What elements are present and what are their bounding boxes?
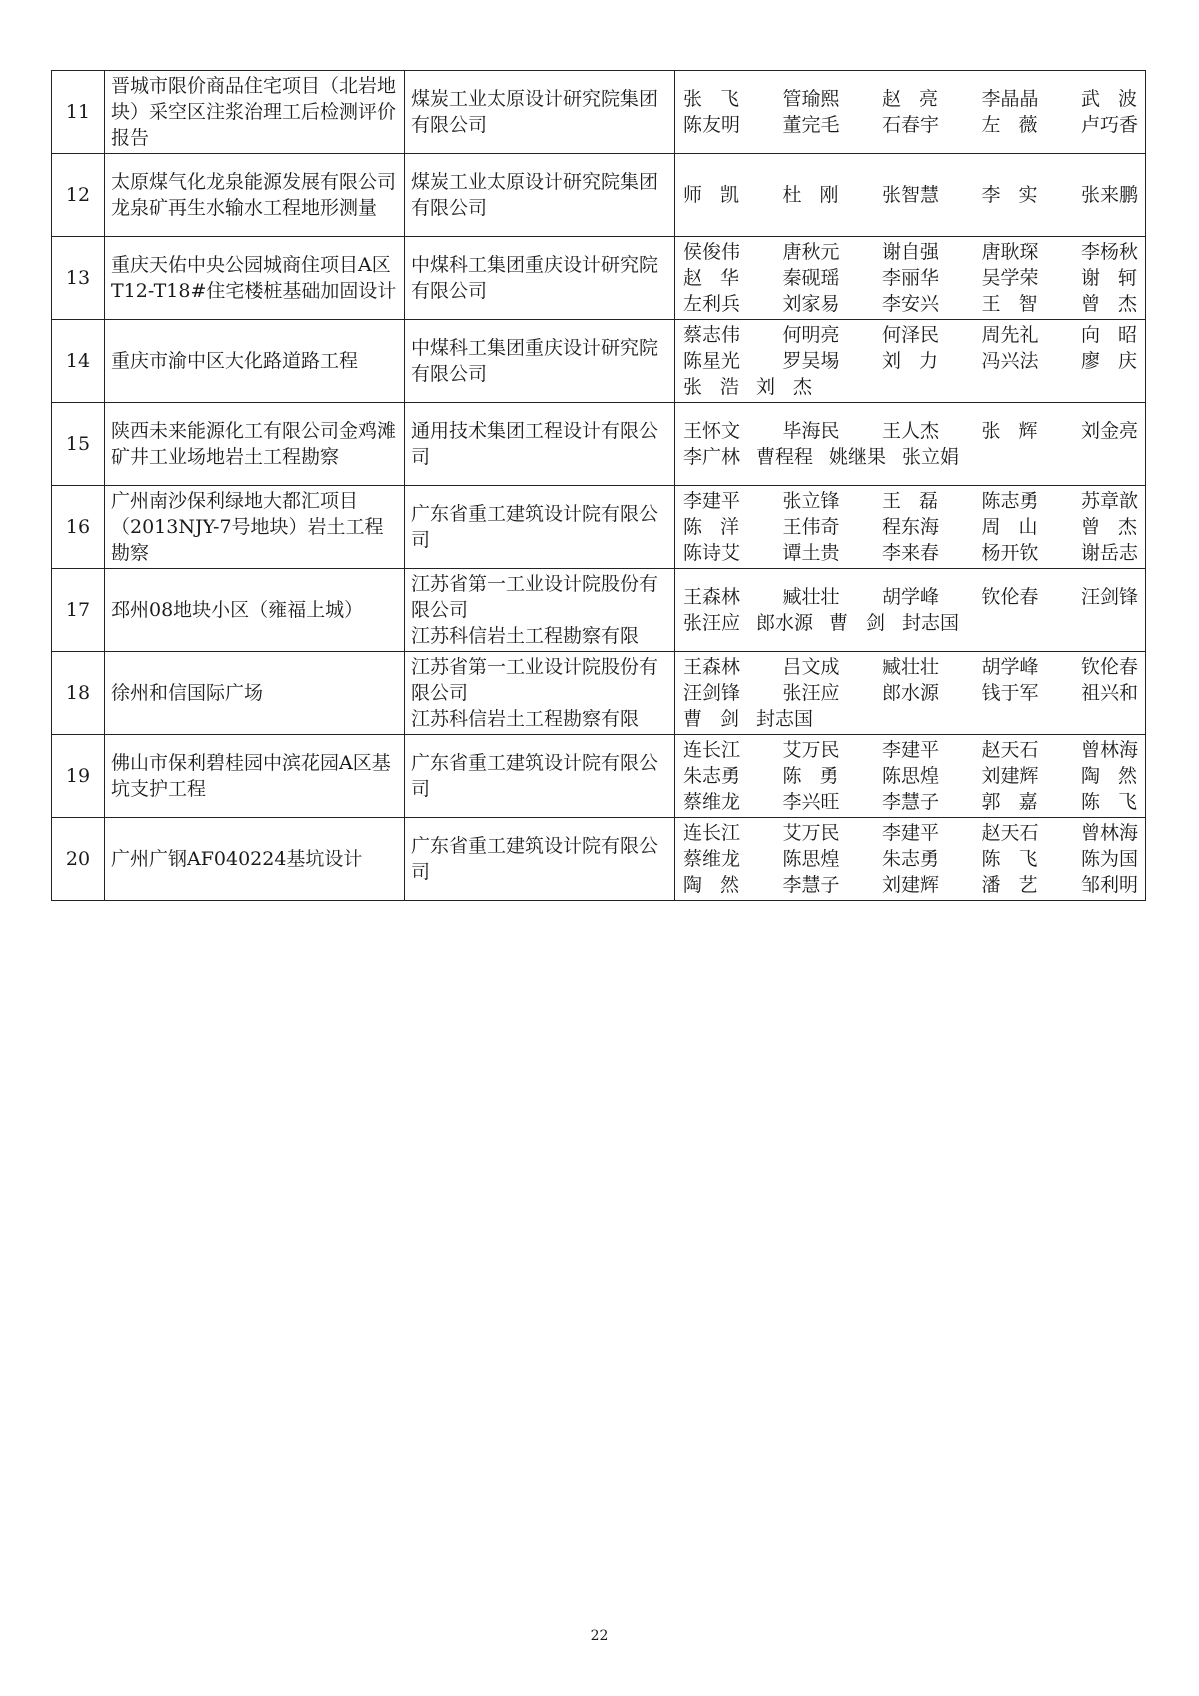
person-name: 李建平 [882,739,940,761]
person-name: 曾林海 [1081,739,1139,761]
person-name: 郎水源 [756,612,814,634]
person-name: 李实 [981,184,1038,206]
person-name: 陈思煌 [882,765,940,787]
person-name: 陈飞 [981,848,1038,870]
person-name: 刘建辉 [981,765,1039,787]
person-name: 王森林 [683,656,741,678]
person-name: 李建平 [683,490,741,512]
unit-name: 煤炭工业太原设计研究院集团有限公司 [405,154,675,237]
person-name: 陈飞 [1081,791,1137,813]
names-line [683,86,1137,112]
person-name: 武波 [1081,88,1137,110]
member-names [675,154,1146,237]
unit-name: 江苏省第一工业设计院股份有限公司 江苏科信岩土工程勘察有限 [405,652,675,735]
names-line [683,654,1137,680]
table-row [52,569,1146,652]
person-name: 祖兴和 [1081,682,1139,704]
person-name: 左薇 [981,114,1038,136]
person-name: 钦伦春 [1081,656,1139,678]
person-name: 曾杰 [1081,516,1137,538]
row-number: 17 [52,569,105,652]
person-name: 李杨秋 [1081,241,1139,263]
person-name: 朱志勇 [683,765,741,787]
person-name: 周山 [981,516,1038,538]
project-name: 徐州和信国际广场 [105,652,405,735]
person-name: 张汪应 [683,612,741,634]
unit-name: 广东省重工建筑设计院有限公司 [405,735,675,818]
member-names [675,569,1146,652]
member-names [675,486,1146,569]
person-name: 王人杰 [882,420,940,442]
person-name: 杜刚 [782,184,839,206]
names-line [683,846,1137,872]
person-name: 何泽民 [882,324,940,346]
project-name: 邳州08地块小区（雍福上城） [105,569,405,652]
person-name: 张飞 [683,88,739,110]
names-line [683,348,1137,374]
names-line [683,322,1137,348]
person-name: 臧壮壮 [782,586,840,608]
project-name: 重庆天佑中央公园城商住项目A区T12-T18#住宅楼桩基础加固设计 [105,237,405,320]
person-name: 李广林 [683,446,741,468]
row-number: 14 [52,320,105,403]
names-line [683,291,1137,317]
table-row [52,237,1146,320]
unit-name: 通用技术集团工程设计有限公司 [405,403,675,486]
person-name: 刘金亮 [1081,420,1139,442]
person-name: 程东海 [882,516,940,538]
person-name: 赵天石 [981,822,1039,844]
unit-name: 广东省重工建筑设计院有限公司 [405,486,675,569]
names-line [683,610,1137,636]
person-name: 刘力 [882,350,938,372]
person-name: 陈思煌 [782,848,840,870]
person-name: 陈友明 [683,114,741,136]
person-name: 李建平 [882,822,940,844]
page-number: 22 [590,1628,609,1644]
member-names [675,320,1146,403]
person-name: 蔡志伟 [683,324,741,346]
person-name: 张汪应 [782,682,840,704]
person-name: 汪剑锋 [683,682,741,704]
person-name: 胡学峰 [981,656,1039,678]
person-name: 蔡维龙 [683,848,741,870]
project-name: 佛山市保利碧桂园中滨花园A区基坑支护工程 [105,735,405,818]
table-body [52,71,1146,901]
person-name: 李来春 [882,542,940,564]
person-name: 张辉 [981,420,1038,442]
person-name: 石春宇 [882,114,940,136]
member-names [675,237,1146,320]
person-name: 钦伦春 [981,586,1039,608]
person-name: 李安兴 [882,293,940,315]
person-name: 陈志勇 [981,490,1039,512]
person-name: 李兴旺 [782,791,840,813]
person-name: 连长江 [683,739,741,761]
person-name: 曹剑 [683,708,739,730]
person-name: 朱志勇 [882,848,940,870]
award-table [51,70,1146,901]
person-name: 左利兵 [683,293,741,315]
person-name: 封志国 [756,708,814,730]
person-name: 陈勇 [782,765,839,787]
names-line [683,737,1137,763]
names-line [683,265,1137,291]
person-name: 何明亮 [782,324,840,346]
person-name: 毕海民 [782,420,840,442]
person-name: 刘杰 [756,376,812,398]
person-name: 李晶晶 [981,88,1039,110]
person-name: 杨开钦 [981,542,1039,564]
person-name: 刘建辉 [882,874,940,896]
person-name: 罗吴埸 [782,350,840,372]
project-name: 陕西未来能源化工有限公司金鸡滩矿井工业场地岩土工程勘察 [105,403,405,486]
person-name: 廖庆 [1081,350,1137,372]
person-name: 臧壮壮 [882,656,940,678]
person-name: 艾万民 [782,822,840,844]
names-line [683,820,1137,846]
names-line [683,706,1137,732]
row-number: 20 [52,818,105,901]
row-number: 11 [52,71,105,154]
person-name: 潘艺 [981,874,1038,896]
names-line [683,239,1137,265]
person-name: 谢轲 [1081,267,1137,289]
row-number: 15 [52,403,105,486]
table-row [52,735,1146,818]
person-name: 赵天石 [981,739,1039,761]
person-name: 张来鹏 [1081,184,1139,206]
table-row [52,71,1146,154]
project-name: 广州南沙保利绿地大都汇项目（2013NJY-7号地块）岩土工程勘察 [105,486,405,569]
person-name: 曾林海 [1081,822,1139,844]
person-name: 吕文成 [782,656,840,678]
person-name: 赵华 [683,267,739,289]
table-row [52,320,1146,403]
names-line [683,444,1137,470]
person-name: 陈为国 [1081,848,1139,870]
names-line [683,584,1137,610]
project-name: 重庆市渝中区大化路道路工程 [105,320,405,403]
person-name: 陶然 [683,874,739,896]
table-row [52,652,1146,735]
person-name: 唐秋元 [782,241,840,263]
person-name: 姚继果 [829,446,887,468]
person-name: 卢巧香 [1081,114,1139,136]
person-name: 唐耿琛 [981,241,1039,263]
person-name: 陶然 [1081,765,1137,787]
person-name: 苏章歆 [1081,490,1139,512]
person-name: 谭土贵 [782,542,840,564]
person-name: 张智慧 [882,184,940,206]
names-line [683,789,1137,815]
names-line [683,488,1137,514]
table-row [52,154,1146,237]
person-name: 李慧子 [882,791,940,813]
table-row [52,486,1146,569]
person-name: 郭嘉 [981,791,1038,813]
project-name: 广州广钢AF040224基坑设计 [105,818,405,901]
person-name: 周先礼 [981,324,1039,346]
person-name: 李丽华 [882,267,940,289]
person-name: 王磊 [882,490,938,512]
unit-name: 中煤科工集团重庆设计研究院有限公司 [405,320,675,403]
table-row [52,818,1146,901]
project-name: 晋城市限价商品住宅项目（北岩地块）采空区注浆治理工后检测评价报告 [105,71,405,154]
names-line [683,514,1137,540]
row-number: 13 [52,237,105,320]
names-line [683,112,1137,138]
person-name: 秦砚瑶 [782,267,840,289]
person-name: 张浩 [683,376,739,398]
person-name: 王森林 [683,586,741,608]
person-name: 吴学荣 [981,267,1039,289]
row-number: 19 [52,735,105,818]
person-name: 冯兴法 [981,350,1039,372]
names-line [683,540,1137,566]
person-name: 胡学峰 [882,586,940,608]
person-name: 蔡维龙 [683,791,741,813]
unit-name: 江苏省第一工业设计院股份有限公司 江苏科信岩土工程勘察有限 [405,569,675,652]
person-name: 曹程程 [756,446,814,468]
project-name: 太原煤气化龙泉能源发展有限公司龙泉矿再生水输水工程地形测量 [105,154,405,237]
person-name: 侯俊伟 [683,241,741,263]
names-line [683,872,1137,898]
names-line [683,182,1137,208]
person-name: 艾万民 [782,739,840,761]
person-name: 邹利明 [1081,874,1139,896]
person-name: 张立娟 [902,446,960,468]
person-name: 董完毛 [782,114,840,136]
person-name: 郎水源 [882,682,940,704]
person-name: 赵亮 [882,88,938,110]
person-name: 曹剑 [829,612,885,634]
person-name: 管瑜熙 [782,88,840,110]
person-name: 封志国 [902,612,960,634]
person-name: 张立锋 [782,490,840,512]
names-line [683,763,1137,789]
person-name: 王怀文 [683,420,741,442]
names-line [683,680,1137,706]
person-name: 连长江 [683,822,741,844]
person-name: 曾杰 [1081,293,1137,315]
person-name: 汪剑锋 [1081,586,1139,608]
person-name: 王伟奇 [782,516,840,538]
row-number: 12 [52,154,105,237]
member-names [675,652,1146,735]
person-name: 王智 [981,293,1038,315]
row-number: 16 [52,486,105,569]
unit-name: 中煤科工集团重庆设计研究院有限公司 [405,237,675,320]
person-name: 钱于军 [981,682,1039,704]
person-name: 陈星光 [683,350,741,372]
unit-name: 煤炭工业太原设计研究院集团有限公司 [405,71,675,154]
row-number: 18 [52,652,105,735]
names-line [683,418,1137,444]
member-names [675,818,1146,901]
member-names [675,735,1146,818]
person-name: 谢自强 [882,241,940,263]
table-row [52,403,1146,486]
person-name: 刘家易 [782,293,840,315]
person-name: 陈洋 [683,516,739,538]
member-names [675,403,1146,486]
names-line [683,374,1137,400]
member-names [675,71,1146,154]
person-name: 谢岳志 [1081,542,1139,564]
person-name: 向昭 [1081,324,1137,346]
unit-name: 广东省重工建筑设计院有限公司 [405,818,675,901]
person-name: 师凯 [683,184,739,206]
person-name: 李慧子 [782,874,840,896]
person-name: 陈诗艾 [683,542,741,564]
